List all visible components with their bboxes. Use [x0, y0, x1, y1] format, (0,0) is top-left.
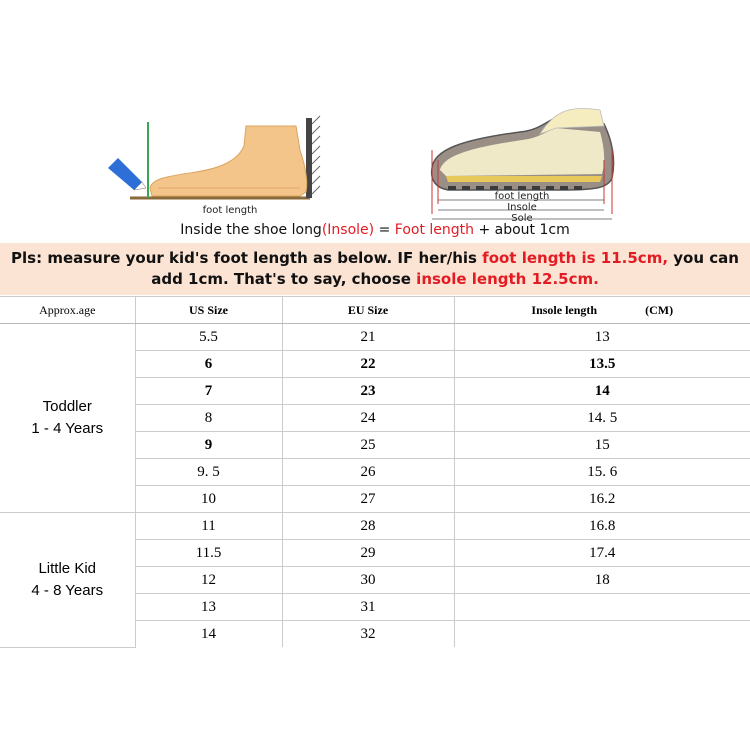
group-name: Little Kid: [38, 559, 97, 577]
cell-insole: 13.5: [454, 351, 750, 378]
cell-insole: 14. 5: [454, 405, 750, 432]
cell-eu: 26: [282, 459, 454, 486]
cell-eu: 29: [282, 540, 454, 567]
left-foot-length-label: foot length: [202, 205, 258, 216]
group-range: 4 - 8 Years: [31, 581, 104, 599]
cell-eu: 31: [282, 594, 454, 621]
table-header-row: [0, 297, 750, 324]
cell-us: 13: [135, 594, 282, 621]
cell-us: 7: [135, 378, 282, 405]
header-eu-size: EU Size: [282, 297, 454, 324]
cell-eu: 25: [282, 432, 454, 459]
banner-highlight-1: foot length is 11.5cm,: [482, 249, 669, 267]
group-little-kid: [0, 513, 135, 648]
header-insole-label: Insole length: [531, 302, 598, 317]
header-approx-age: Approx.age: [0, 297, 135, 324]
cell-eu: 21: [282, 324, 454, 351]
cell-insole: 13: [454, 324, 750, 351]
size-chart-table: [0, 296, 750, 648]
cell-us: 14: [135, 621, 282, 648]
cell-us: 9. 5: [135, 459, 282, 486]
cell-insole: 16.8: [454, 513, 750, 540]
shoe-section-illustration: [432, 108, 614, 224]
cell-insole: 15: [454, 432, 750, 459]
cell-insole: [454, 594, 750, 621]
measurement-illustration: [0, 0, 750, 240]
cell-us: 5.5: [135, 324, 282, 351]
group-name: Toddler: [42, 398, 92, 415]
instruction-banner: [0, 243, 750, 295]
cell-eu: 24: [282, 405, 454, 432]
cell-eu: 28: [282, 513, 454, 540]
header-insole-length: [454, 297, 750, 324]
cell-us: 11: [135, 513, 282, 540]
cell-eu: 22: [282, 351, 454, 378]
cell-eu: 30: [282, 567, 454, 594]
foot-measure-illustration: [108, 116, 320, 216]
cell-us: 9: [135, 432, 282, 459]
cell-us: 11.5: [135, 540, 282, 567]
insole-label: Insole: [507, 202, 537, 213]
cell-us: 12: [135, 567, 282, 594]
header-unit: (CM): [645, 302, 674, 317]
right-foot-length-label: foot length: [494, 191, 550, 202]
cell-insole: 18: [454, 567, 750, 594]
cell-insole: 17.4: [454, 540, 750, 567]
cell-us: 6: [135, 351, 282, 378]
caption-prefix: Inside the shoe long: [180, 222, 322, 238]
header-us-size: US Size: [135, 297, 282, 324]
cell-eu: 32: [282, 621, 454, 648]
cell-us: 8: [135, 405, 282, 432]
banner-text-1: Pls: measure your kid's foot length as below. IF her/his: [11, 249, 483, 267]
caption-insole: (Insole): [321, 222, 375, 238]
cell-insole: 16.2: [454, 486, 750, 513]
cell-eu: 27: [282, 486, 454, 513]
sole-label: Sole: [511, 213, 533, 224]
group-toddler: [0, 324, 135, 513]
banner-highlight-2: insole length 12.5cm.: [416, 270, 599, 288]
cell-eu: 23: [282, 378, 454, 405]
caption-equals: =: [374, 222, 395, 238]
cell-us: 10: [135, 486, 282, 513]
caption-foot-length: Foot length: [394, 222, 475, 238]
group-range: 1 - 4 Years: [31, 420, 104, 437]
caption-suffix: + about 1cm: [474, 222, 570, 238]
cell-insole: 15. 6: [454, 459, 750, 486]
cell-insole: [454, 621, 750, 648]
table-row: [0, 324, 750, 351]
table-row: [0, 513, 750, 540]
banner-text-2: you can add 1cm. That's to say, choose: [151, 249, 739, 288]
formula-caption: [0, 222, 750, 238]
cell-insole: 14: [454, 378, 750, 405]
